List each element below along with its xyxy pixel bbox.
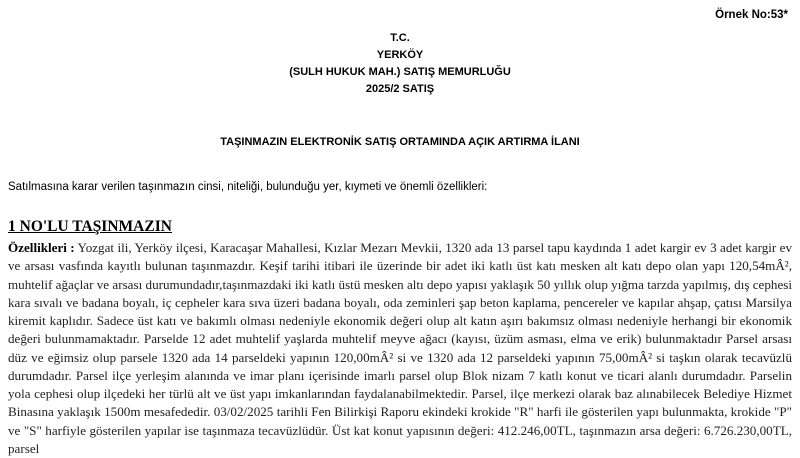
section-heading: 1 NO'LU TAŞINMAZIN [8,218,172,235]
header-line-office: (SULH HUKUK MAH.) SATIŞ MEMURLUĞU [289,66,511,78]
header-line-tc: T.C. [390,32,410,44]
features-paragraph [8,239,792,458]
header-line-sale-no: 2025/2 SATIŞ [365,83,435,95]
document-header [0,30,800,98]
intro-text: Satılmasına karar verilen taşınmazın cinsi, niteliği, bulunduğu yer, kıymeti ve önemli özellikleri: [8,181,488,193]
features-label: Özellikleri : [8,240,75,255]
features-text: Yozgat ili, Yerköy ilçesi, Karacaşar Mahallesi, Kızlar Mezarı Mevkii, 1320 ada 13 parsel tapu kaydında 1 adet kargir ev 3 adet kargir ev ve arsası vasfında kayıtlı bulunan taşınmazdır. Keşif tarihi itibari ile üzerinde bir adet iki katlı üst katı mesken alt katı depo olan yapı 120,54mÂ², muhtelif ağaçlar ve arsası durumundadır,taşınmazdaki iki katlı üstü mesken altı depo yapısı yaklaşık 50 yıllık olup yığma tarzda yapılmış, dış cephesi kara sıvalı ve badana boyalı, iç cepheler kara sıva üzeri badana boyalı, oda zeminleri şap beton kaplama, pencereler ve kapılar ahşap, çatısı Marsilya kiremit kaplıdır. Sadece üst katı ve bakımlı olması nedeniyle ekonomik değeri olup alt katın aşırı bakımsız olması nedeniyle herhangi bir ekonomik değeri bulunmamaktadır. Parselde 12 adet muhtelif yaşlarda muhtelif meyve ağacı (kayısı, üzüm asması, elma ve erik) bulunmaktadır Parsel arsası düz ve eğimsiz olup parsele 1320 ada 14 parseldeki yapının 120,00mÂ² si ve 1320 ada 12 parseldeki yapının 75,00mÂ² si taşkın olarak tecavüzlü durumdadır. Parsel ilçe yerleşim alanında ve imar planı içerisinde imarlı parsel olup Blok nizam 7 katlı konut ve ticari alanlı durumdadır. Parselin yola cephesi olup ilçedeki her türlü alt ve üst yapı imkanlarından faydalanabilmektedir. Parsel, ilçe merkezi olarak baz alınabilecek Belediye Hizmet Binasına yaklaşık 1500m mesafededir. 03/02/2025 tarihli Fen Bilirkişi Raporu ekindeki krokide "R" harfi ile gösterilen yapı bulunmakta, krokide "P" ve "S" harfiyle gösterilen yapılar ise taşınmaza tecavüzlüdür. Üst kat konut yapısının değeri: 412.246,00TL, taşınmazın arsa değeri: 6.726.230,00TL, parsel [8,240,792,456]
announcement-title: TAŞINMAZIN ELEKTRONİK SATIŞ ORTAMINDA AÇIK ARTIRMA İLANI [220,136,580,148]
sample-number: Örnek No:53* [715,9,788,21]
header-line-district: YERKÖY [376,49,424,61]
